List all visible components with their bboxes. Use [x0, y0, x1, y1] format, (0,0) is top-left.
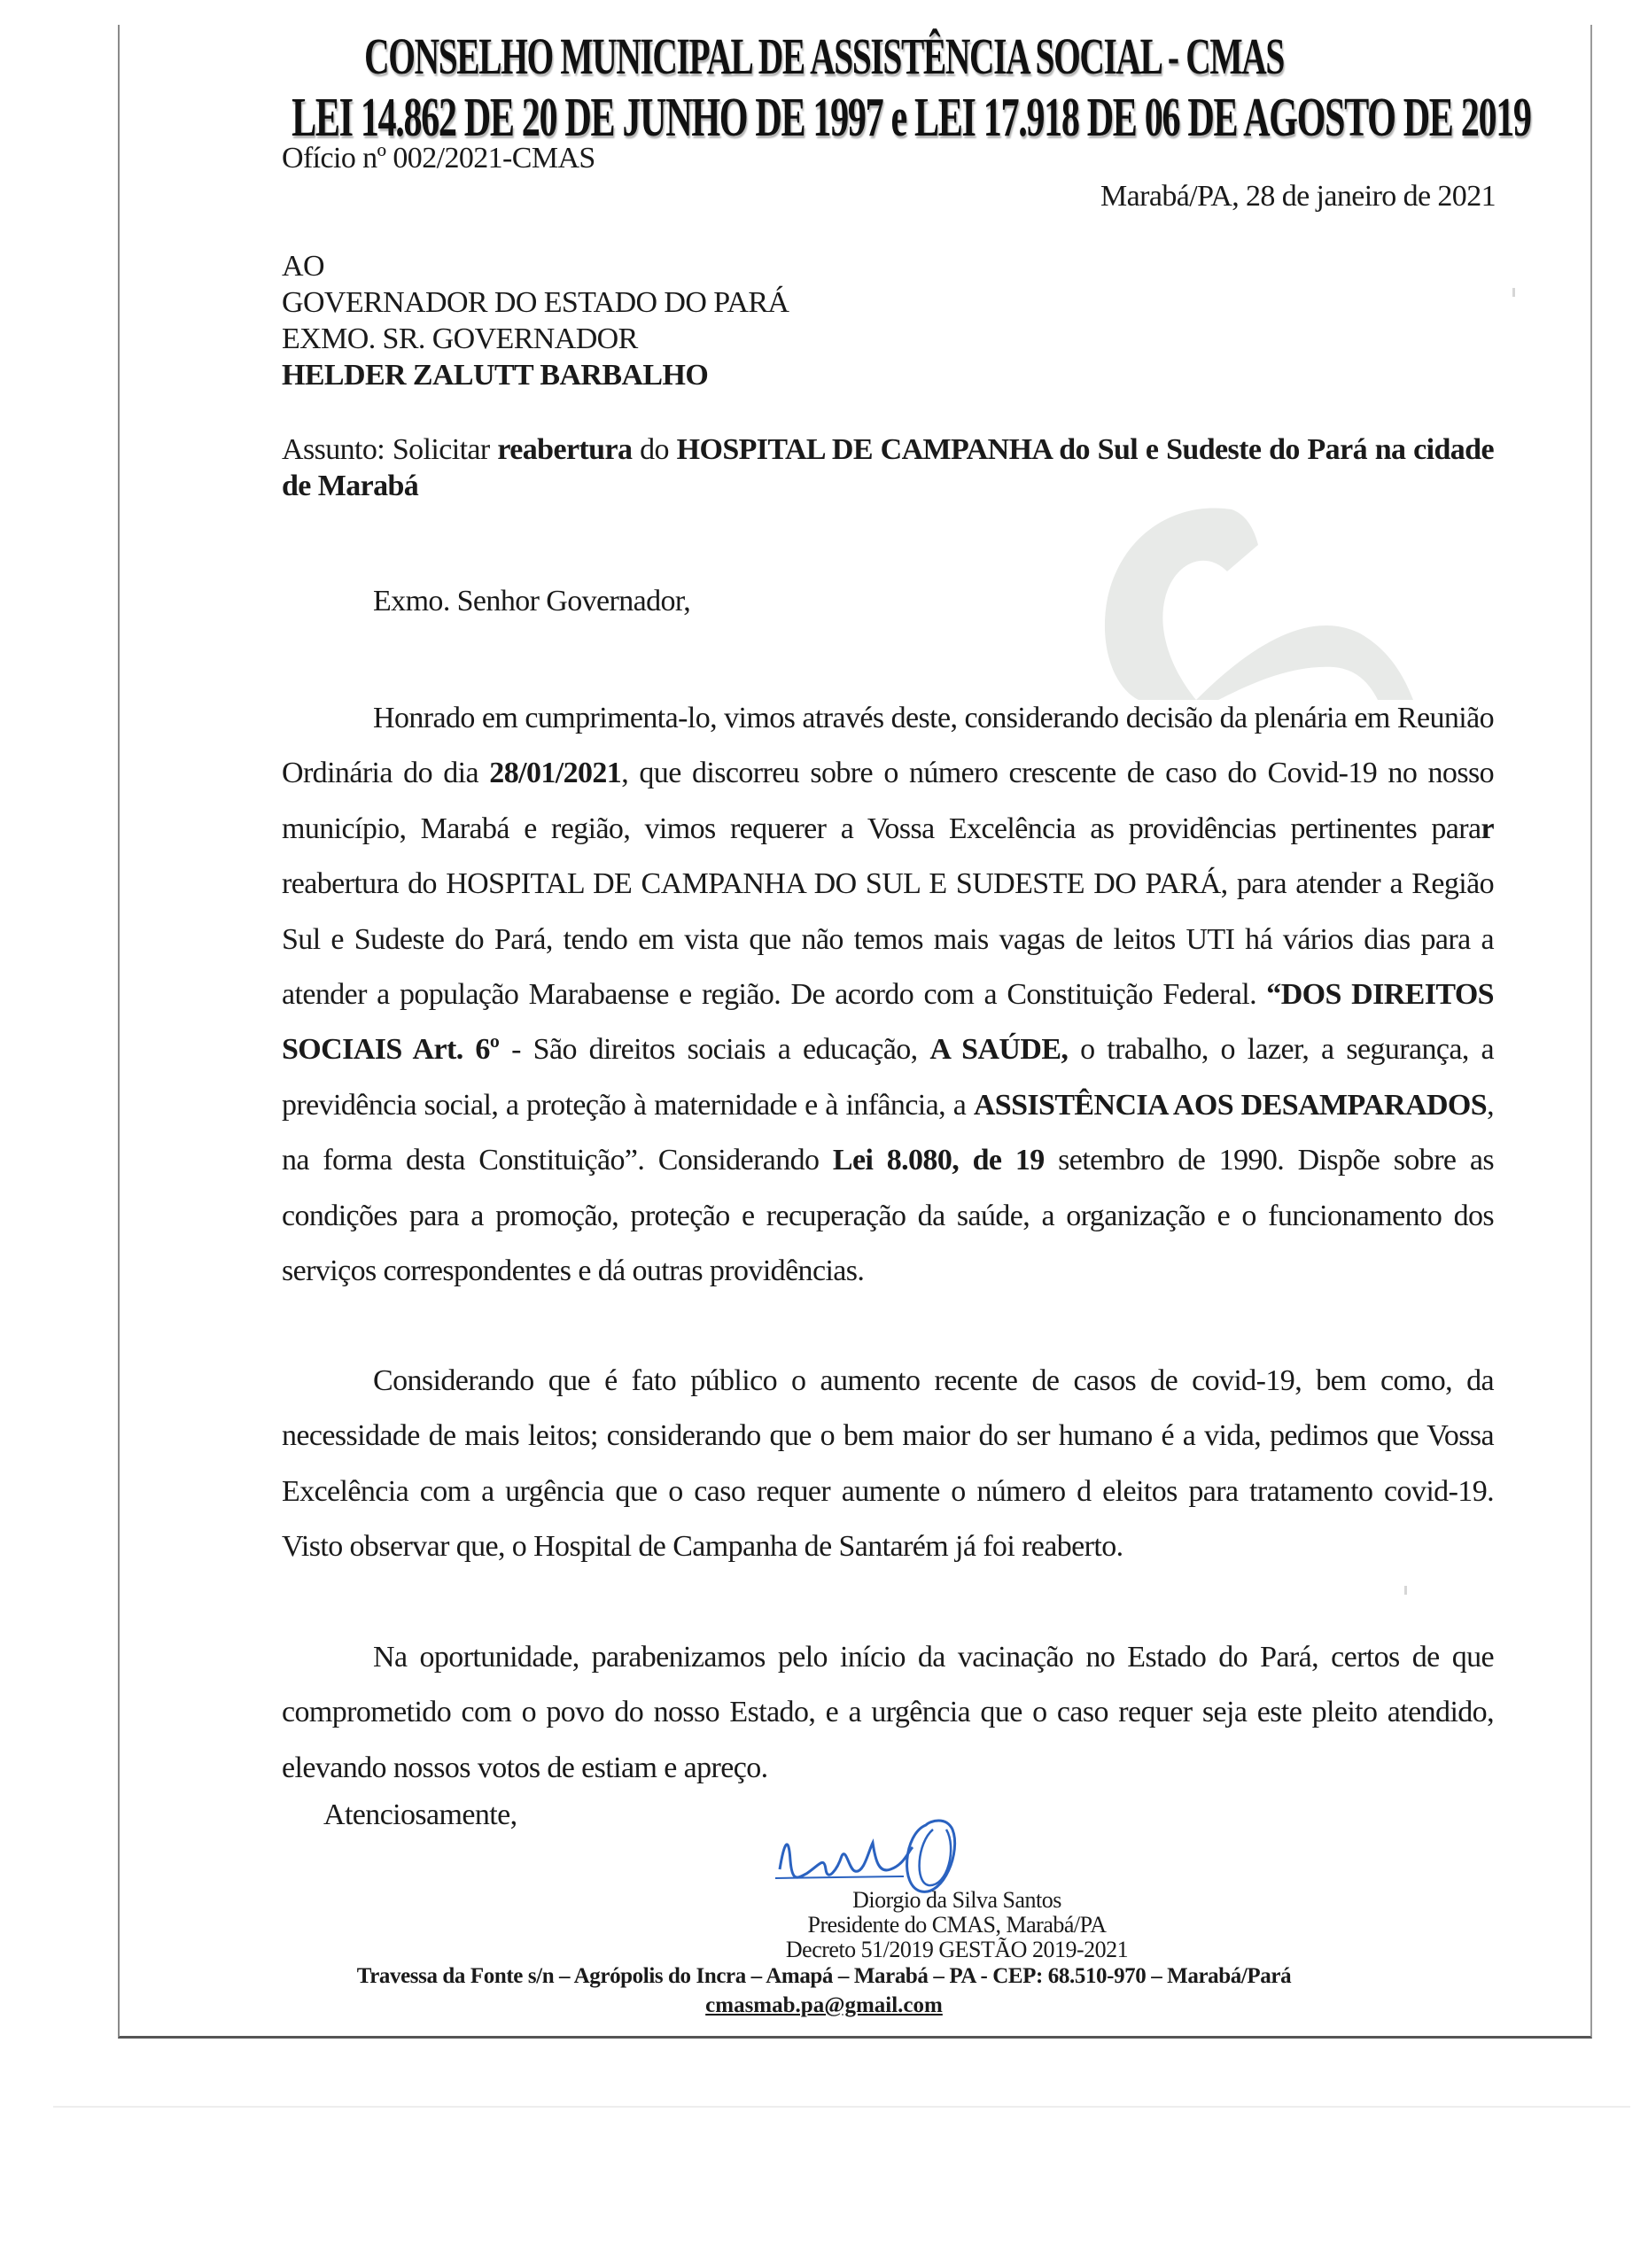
signatory-decree: Decreto 51/2019 GESTÃO 2019-2021	[785, 1937, 1129, 1962]
letterhead-laws	[0, 87, 1648, 150]
body-paragraph-2: Considerando que é fato público o aumento recente de casos de covid-19, bem como, da necessidade de mais leitos; considerando que o bem maior do ser humano é a vida, pedimos que Vossa Excelência com a urgência que o caso requer aumente o número d eleitos para tratamento covid-19. Visto observar que, o Hospital de Campanha de Santarém já foi reaberto.	[282, 1364, 1494, 1564]
subject-bold-action: reabertura	[497, 433, 633, 466]
salutation: Exmo. Senhor Governador,	[373, 585, 691, 617]
letterhead-title-text: CONSELHO MUNICIPAL DE ASSISTÊNCIA SOCIAL - CMAS	[364, 27, 1284, 85]
footer-email[interactable]: cmasmab.pa@gmail.com	[705, 1993, 943, 2017]
footer-address: Travessa da Fonte s/n – Agrópolis do Incra – Amapá – Marabá – PA - CEP: 68.510-970 – Marabá/Pará	[356, 1964, 1292, 1988]
p1-bold-date: 28/01/2021	[489, 757, 622, 790]
recipient-line-3: EXMO. SR. GOVERNADOR	[282, 322, 638, 355]
recipient-name: HELDER ZALUTT BARBALHO	[282, 359, 709, 392]
p1-text-2: , que discorreu sobre o número crescente de caso do Covid-19 no nosso município, Marabá e região, vimos requerer a Vossa Excelência as providências pertinentes para	[282, 757, 1494, 845]
subject	[282, 431, 1494, 504]
document-reference: Ofício nº 002/2021-CMAS	[282, 142, 595, 175]
p1-text-6: , na forma desta Constituição”. Considerando	[282, 1088, 1494, 1177]
body-paragraph-3: Na oportunidade, parabenizamos pelo início da vacinação no Estado do Pará, certos de que comprometido com o povo do nosso Estado, e a urgência que o caso requer seja este pleito atendido, elevando nossos votos de estiam e apreço.	[282, 1641, 1494, 1784]
p1-text-3: reabertura do HOSPITAL DE CAMPANHA DO SUL E SUDESTE DO PARÁ, para atender a Região Sul e Sudeste do Pará, tendo em vista que não temos mais vagas de leitos UTI há vários dias para a atender a população Marabaense e região. De acordo com a Constituição Federal.	[282, 867, 1494, 1012]
watermark-logo-icon	[1041, 501, 1449, 704]
p1-bold-law: Lei 8.080, de 19	[832, 1144, 1045, 1177]
recipient-line-2: GOVERNADOR DO ESTADO DO PARÁ	[282, 286, 789, 319]
subject-bold-target: HOSPITAL DE CAMPANHA do Sul e Sudeste do Pará na cidade de Marabá	[282, 433, 1494, 502]
p1-bold-article: “DOS DIREITOS SOCIAIS Art. 6º	[282, 978, 1494, 1067]
scan-artifact-line	[53, 2106, 1630, 2108]
letterhead-laws-text: LEI 14.862 DE 20 DE JUNHO DE 1997 e LEI 17.918 DE 06 DE AGOSTO DE 2019	[292, 88, 1531, 148]
scan-artifact-dot	[1512, 288, 1515, 297]
p1-text-5: o trabalho, o lazer, a segurança, a previdência social, a proteção à maternidade e à infância, a	[282, 1033, 1494, 1122]
subject-label: Assunto: Solicitar	[282, 433, 498, 466]
p1-text-1: Honrado em cumprimenta-lo, vimos através deste, considerando decisão da plenária em Reunião Ordinária do dia	[282, 702, 1494, 790]
subject-connector: do	[632, 433, 677, 466]
closing: Atenciosamente,	[323, 1798, 517, 1831]
letterhead-title	[0, 27, 1648, 86]
scan-artifact-dot	[1404, 1586, 1407, 1595]
body-paragraph-1	[282, 691, 1494, 1299]
p1-text-7: setembro de 1990. Dispõe sobre as condições para a promoção, proteção e recuperação da saúde, a organização e o funcionamento dos serviços correspondentes e dá outras providências.	[282, 1144, 1494, 1288]
signatory-role: Presidente do CMAS, Marabá/PA	[807, 1912, 1107, 1938]
recipient-line-1: AO	[282, 250, 324, 283]
p1-text-4: - São direitos sociais a educação,	[499, 1033, 930, 1067]
p1-bold-health: A SAÚDE,	[929, 1033, 1069, 1067]
signatory-name: Diorgio da Silva Santos	[852, 1887, 1061, 1913]
date-line: Marabá/PA, 28 de janeiro de 2021	[1100, 180, 1496, 213]
p1-bold-r: r	[1481, 812, 1494, 845]
p1-bold-assistance: ASSISTÊNCIA AOS DESAMPARADOS	[973, 1088, 1488, 1122]
